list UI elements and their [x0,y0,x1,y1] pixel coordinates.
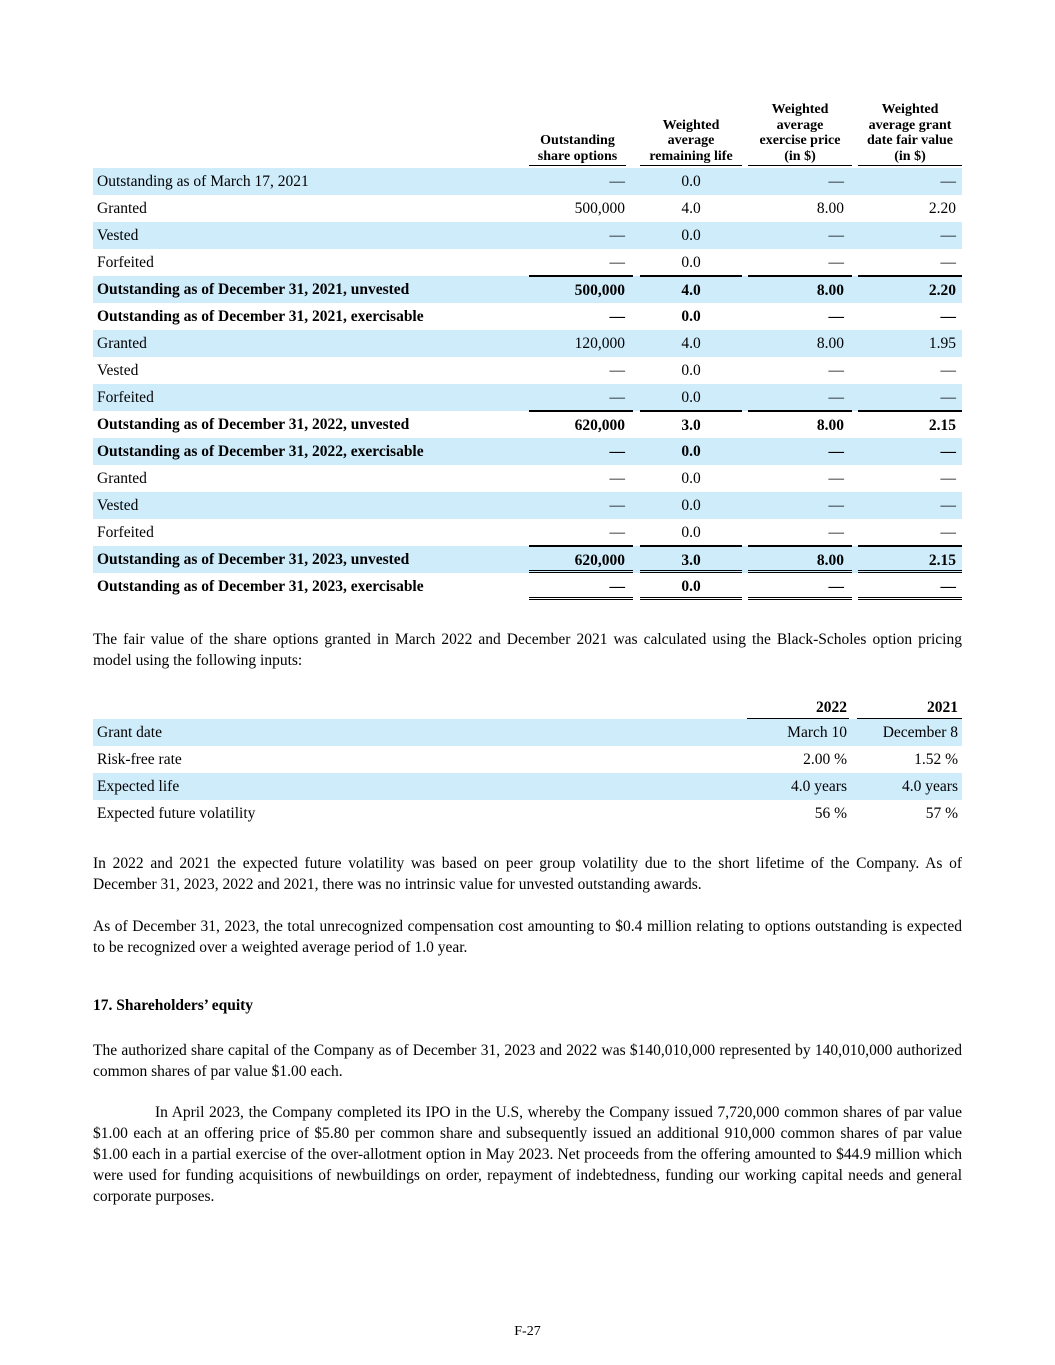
table-row [93,519,962,546]
row-label: Outstanding as of March 17, 2021 [97,173,309,190]
header-weighted-exercise-price [748,102,852,166]
inputs-rows [93,719,962,827]
fair-value-cell: — [940,443,956,460]
row-label: Outstanding as of December 31, 2021, exercisable [97,308,424,325]
exercise-price-cell: — [828,173,844,190]
ipo-paragraph: In April 2023, the Company completed its IPO in the U.S, whereby the Company issued 7,720,000 common shares of par value $1.00 each at an offering price of $5.80 per common share and subsequently issued an additional 910,000 common shares of par value $1.00 each in a partial exercise of the over-allotment option in May 2023. Net proceeds from the offering amounted to $44.9 million which were used for funding acquisitions of newbuildings on order, repayment of indebtedness, funding our working capital needs and general corporate purposes. [93,1104,962,1205]
header-line: Outstanding [540,133,615,148]
input-label: Expected future volatility [97,805,256,822]
unrecognized-cost-paragraph: As of December 31, 2023, the total unrecognized compensation cost amounting to $0.4 million relating to options outstanding is expected to be recognized over a weighted average period of 1.0 year. [93,918,962,956]
table-row [93,222,962,249]
table-row [93,773,962,800]
header-line: share options [537,148,618,164]
table-row [93,276,962,303]
remaining-life-cell: 0.0 [681,443,701,460]
value-2022: 56 % [814,805,847,822]
remaining-life-cell: 0.0 [640,384,742,411]
fair-value-cell: — [858,519,962,546]
table-row [93,168,962,195]
fair-value-cell: — [940,497,956,514]
table-row [93,438,962,465]
exercise-price-cell: — [828,497,844,514]
remaining-life-cell: 3.0 [640,411,742,438]
table-row [93,411,962,438]
remaining-life-cell: 0.0 [681,470,701,487]
inputs-table-header [93,697,962,719]
table-row [93,384,962,411]
outstanding-options-cell: — [609,173,625,190]
fair-value-cell: — [858,573,962,600]
header-weighted-remaining-life [640,118,742,167]
input-label: Risk-free rate [97,751,182,768]
value-2022: 4.0 years [791,778,847,795]
remaining-life-cell: 0.0 [640,573,742,600]
outstanding-options-cell: — [529,384,633,411]
table-row [93,492,962,519]
row-label: Outstanding as of December 31, 2022, unvested [97,416,410,433]
exercise-price-cell: — [828,470,844,487]
row-label: Outstanding as of December 31, 2021, unvested [97,281,410,298]
outstanding-options-cell: 620,000 [529,546,633,573]
header-line: Weighted [662,117,720,133]
outstanding-options-cell: — [609,497,625,514]
header-weighted-grant-date-fair-value [858,102,962,166]
exercise-price-cell: — [748,249,852,276]
outstanding-options-cell: 500,000 [529,276,633,303]
exercise-price-cell: 8.00 [748,411,852,438]
fair-value-cell: — [940,470,956,487]
table-row [93,800,962,827]
table-row [93,546,962,573]
exercise-price-cell: 8.00 [816,200,844,217]
header-year-2021: 2021 [857,697,962,719]
header-line: average [667,133,715,148]
value-2021: 4.0 years [902,778,958,795]
row-label: Granted [97,335,147,352]
table-row [93,573,962,600]
row-label: Outstanding as of December 31, 2023, exercisable [97,578,424,595]
fair-value-cell: — [858,249,962,276]
share-options-table-header [93,100,962,168]
remaining-life-cell: 0.0 [640,249,742,276]
header-line: (in $) [894,148,926,164]
fair-value-cell: — [940,362,956,379]
value-2021: 1.52 % [914,751,958,768]
share-options-rows [93,168,962,600]
remaining-life-cell: 0.0 [681,362,701,379]
outstanding-options-cell: — [609,443,625,460]
outstanding-options-cell: — [609,470,625,487]
header-outstanding-share-options [529,133,626,166]
fair-value-cell: — [940,227,956,244]
outstanding-options-cell: — [529,573,633,600]
header-line: exercise price [759,133,841,148]
value-2022: 2.00 % [803,751,847,768]
table-row [93,357,962,384]
outstanding-options-cell: 620,000 [529,411,633,438]
row-label: Vested [97,497,139,514]
remaining-life-cell: 0.0 [681,497,701,514]
remaining-life-cell: 4.0 [681,335,701,352]
exercise-price-cell: — [828,308,844,325]
fair-value-cell: 2.15 [858,546,962,573]
outstanding-options-cell: 500,000 [574,200,625,217]
table-row [93,303,962,330]
value-2021: December 8 [882,724,958,741]
remaining-life-cell: 0.0 [681,173,701,190]
header-line: Weighted [771,102,829,117]
outstanding-options-cell: — [609,308,625,325]
value-2022: March 10 [787,724,847,741]
table-row [93,195,962,222]
remaining-life-cell: 4.0 [640,276,742,303]
table-row [93,465,962,492]
exercise-price-cell: — [748,519,852,546]
outstanding-options-cell: 120,000 [574,335,625,352]
fair-value-cell: 2.20 [928,200,956,217]
header-line: average grant [868,117,952,133]
table-row [93,330,962,357]
outstanding-options-cell: — [529,519,633,546]
row-label: Granted [97,200,147,217]
exercise-price-cell: 8.00 [748,276,852,303]
input-label: Expected life [97,778,180,795]
fair-value-cell: — [940,308,956,325]
remaining-life-cell: 3.0 [640,546,742,573]
exercise-price-cell: — [828,443,844,460]
fair-value-cell: 2.20 [858,276,962,303]
fair-value-cell: 1.95 [928,335,956,352]
row-label: Forfeited [97,389,154,406]
header-line: Weighted [881,102,939,117]
authorized-capital-paragraph: The authorized share capital of the Company as of December 31, 2023 and 2022 was $140,010,000 represented by 140,010,000 authorized common shares of par value $1.00 each. [93,1042,962,1080]
remaining-life-cell: 0.0 [681,308,701,325]
section-heading: 17. Shareholders’ equity [93,997,254,1014]
value-2021: 57 % [925,805,958,822]
table-row [93,719,962,746]
fair-value-cell: — [940,173,956,190]
share-options-table [93,100,962,600]
remaining-life-cell: 0.0 [640,519,742,546]
page-number: F-27 [514,1324,541,1339]
outstanding-options-cell: — [529,249,633,276]
row-label: Vested [97,227,139,244]
remaining-life-cell: 0.0 [681,227,701,244]
row-label: Granted [97,470,147,487]
black-scholes-inputs-table [93,697,962,827]
row-label: Vested [97,362,139,379]
header-line: remaining life [649,148,733,164]
row-label: Forfeited [97,254,154,271]
fair-value-cell: 2.15 [858,411,962,438]
row-label: Outstanding as of December 31, 2023, unvested [97,551,410,568]
header-line: average [776,117,824,133]
header-line: date fair value [866,133,954,148]
outstanding-options-cell: — [609,362,625,379]
input-label: Grant date [97,724,162,741]
fair-value-paragraph: The fair value of the share options granted in March 2022 and December 2021 was calculated using the Black-Scholes option pricing model using the following inputs: [93,631,962,669]
remaining-life-cell: 4.0 [681,200,701,217]
header-year-2022: 2022 [747,697,849,719]
fair-value-cell: — [858,384,962,411]
exercise-price-cell: — [748,573,852,600]
outstanding-options-cell: — [609,227,625,244]
header-line: (in $) [784,148,816,164]
table-row [93,249,962,276]
volatility-paragraph: In 2022 and 2021 the expected future volatility was based on peer group volatility due to the short lifetime of the Company. As of December 31, 2023, 2022 and 2021, there was no intrinsic value for unvested outstanding awards. [93,855,962,893]
exercise-price-cell: — [828,362,844,379]
exercise-price-cell: — [828,227,844,244]
row-label: Outstanding as of December 31, 2022, exercisable [97,443,424,460]
table-row [93,746,962,773]
exercise-price-cell: 8.00 [816,335,844,352]
exercise-price-cell: 8.00 [748,546,852,573]
exercise-price-cell: — [748,384,852,411]
row-label: Forfeited [97,524,154,541]
